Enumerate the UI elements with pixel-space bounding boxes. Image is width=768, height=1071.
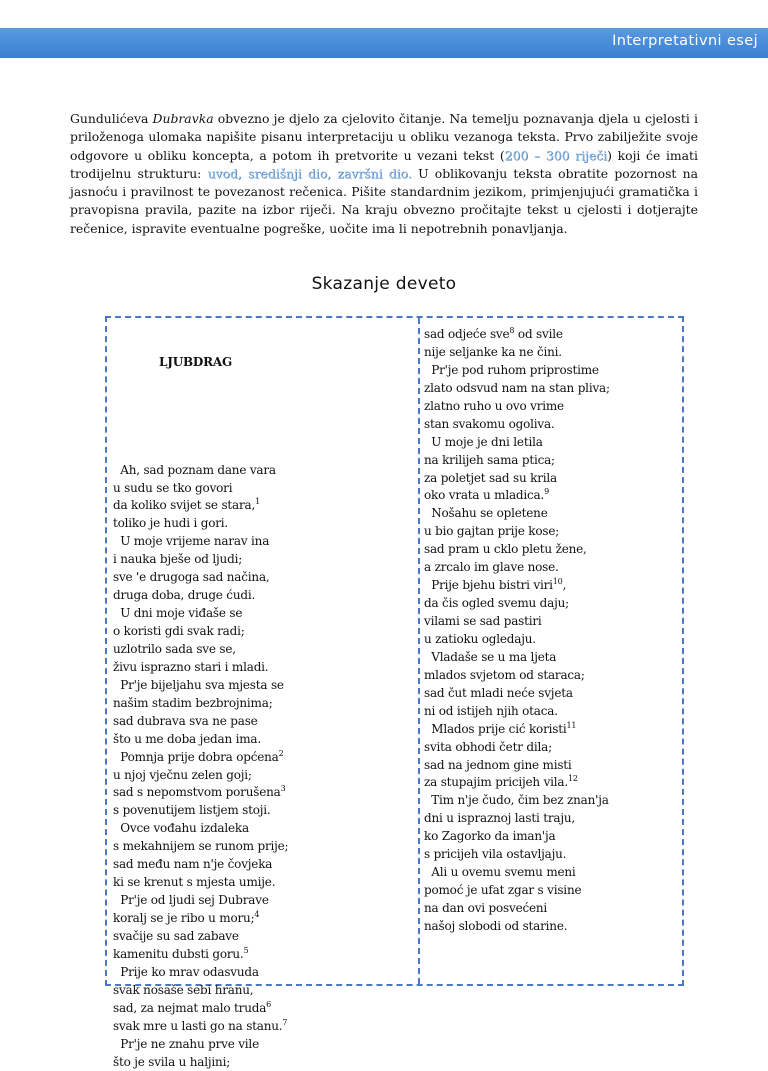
poem-line: ko Zagorko da iman'ja bbox=[424, 829, 556, 844]
poem-line: u njoj vječnu zelen goji; bbox=[113, 767, 252, 782]
poem-line: oko vrata u mladica.$^9$ bbox=[424, 487, 550, 503]
poem-line: U moje vrijeme narav ina bbox=[113, 534, 270, 549]
instructions-paragraph bbox=[70, 110, 698, 238]
poem-line: živu isprazno stari i mladi. bbox=[113, 659, 269, 674]
poem-line: Ovce vođahu izdaleka bbox=[113, 821, 249, 836]
poem-line: Ali u ovemu svemu meni bbox=[424, 865, 576, 880]
footnote-marker: 9 bbox=[544, 487, 550, 497]
footnote-marker: 4 bbox=[254, 910, 260, 920]
footnote-marker: 7 bbox=[282, 1017, 288, 1027]
header-title: Interpretativni esej bbox=[612, 33, 758, 49]
poem-line: o koristi gdi svak radi; bbox=[113, 624, 245, 639]
poem-line: za stupajim pricijeh vila.$^{12}$ bbox=[424, 774, 578, 790]
work-title: Dubravka bbox=[152, 111, 214, 126]
poem-line: Ah, sad poznam dane vara bbox=[113, 462, 276, 477]
poem-line: U moje je dni letila bbox=[424, 434, 543, 449]
footnote-marker: 8 bbox=[509, 326, 515, 335]
footnote-marker: 10 bbox=[552, 577, 563, 587]
footnote-marker: 5 bbox=[243, 945, 249, 955]
poem-line: što je svila u haljini; bbox=[113, 1054, 231, 1069]
footnote-marker: 2 bbox=[278, 748, 284, 758]
header-banner bbox=[0, 28, 768, 58]
poem-line: sad među nam n'je čovjeka bbox=[113, 857, 273, 872]
poem-line: našim stadim bezbrojnima; bbox=[113, 695, 273, 710]
poem-line: stan svakomu ogoliva. bbox=[424, 416, 555, 431]
poem-line: Pr'je pod ruhom priprostime bbox=[424, 362, 599, 377]
poem-line: na dan ovi posvećeni bbox=[424, 901, 548, 915]
word-count-highlight: 200 – 300 riječi bbox=[504, 147, 608, 163]
poem-line: kamenitu dubsti goru.$^5$ bbox=[113, 945, 249, 961]
poem-line: ni od istijeh njih otaca. bbox=[424, 703, 558, 718]
poem-line: svak nosaše sebi hranu, bbox=[113, 982, 254, 997]
poem-line: s povenutijem listjem stoji. bbox=[113, 803, 271, 818]
poem-line: zlatno ruho u ovo vrime bbox=[424, 398, 564, 413]
intro-text-4: U oblikovanju teksta obratite pozornost na jasnoću i pravilnost te povezanost rečenica. Pišite standardnim jezikom, primjenjujući gramatička i pravopisna pravila, pazite na izbor riječi. Na kraju obvezno pročitajte tekst u cjelosti i dotjerajte rečenice, ispravite eventualne pogreške, uočite ima li nepotrebnih ponavljanja. bbox=[70, 165, 698, 236]
poem-line: u zatioku ogledaju. bbox=[424, 631, 536, 646]
poem-line: sad, za nejmat malo truda$^6$ bbox=[113, 999, 272, 1015]
poem-line: da čis ogled svemu daju; bbox=[424, 596, 570, 611]
poem-line: Pr'je bijeljahu sva mjesta se bbox=[113, 677, 284, 692]
intro-text-2: obvezno je djelo za cjelovito čitanje. Na temelju poznavanja djela u cjelosti i priloženoga ulomaka napišite pisanu interpretaciju u obliku vezanoga teksta. Prvo zabilježite svoje odgovore u obliku koncepta, a potom ih pretvorite u vezani tekst ( bbox=[70, 111, 698, 163]
poem-line: u sudu se tko govori bbox=[113, 480, 233, 495]
poem-line: našoj slobodi od starine. bbox=[424, 918, 568, 933]
poem-line: Nošahu se opletene bbox=[424, 506, 548, 521]
poem-line: što u me doba jedan ima. bbox=[113, 731, 262, 746]
poem-line: nije seljanke ka ne čini. bbox=[424, 344, 562, 359]
poem-line: s mekahnijem se runom prije; bbox=[113, 839, 289, 854]
poem-line: za poletjet sad su krila bbox=[424, 470, 557, 485]
poem-line: Mlados prije cić koristi$^{11}$ bbox=[424, 720, 577, 736]
footnote-marker: 1 bbox=[255, 497, 260, 507]
poem-column-right bbox=[424, 326, 610, 936]
column-divider bbox=[418, 318, 420, 984]
poem-box bbox=[105, 316, 684, 1069]
poem-line: toliko je hudi i gori. bbox=[113, 516, 229, 531]
poem-column-left bbox=[113, 318, 288, 1071]
poem-line: Pomnja prije dobra općena$^2$ bbox=[113, 748, 284, 764]
stanza-gap bbox=[113, 408, 288, 426]
structure-highlight: uvod, središnji dio, završni dio. bbox=[207, 165, 412, 181]
poem-line: Vladaše se u ma ljeta bbox=[424, 649, 557, 664]
poem-line: svak mre u lasti go na stanu.$^7$ bbox=[113, 1017, 288, 1033]
poem-line: svačije su sad zabave bbox=[113, 928, 239, 943]
poem-line: sad s nepomstvom porušena$^3$ bbox=[113, 784, 286, 800]
poem-line: Tim n'je čudo, čim bez znan'ja bbox=[424, 793, 609, 808]
poem-line: Pr'je ne znahu prve vile bbox=[113, 1036, 259, 1051]
intro-text-1: Gundulićeva bbox=[70, 111, 153, 126]
poem-line: koralj se je ribo u moru;$^4$ bbox=[113, 910, 260, 926]
footnote-marker: 12 bbox=[568, 774, 578, 784]
poem-line: sad dubrava sva ne pase bbox=[113, 713, 258, 728]
poem-line: i nauka bješe od ljudi; bbox=[113, 552, 243, 567]
poem-line: dni u ispraznoj lasti traju, bbox=[424, 811, 575, 826]
footnote-marker: 3 bbox=[280, 784, 286, 794]
poem-line: pomoć je ufat zgar s visine bbox=[424, 883, 582, 898]
poem-line: svita obhodi četr dila; bbox=[424, 739, 552, 754]
footnote-marker: 11 bbox=[566, 720, 577, 730]
poem-line: vilami se sad pastiri bbox=[424, 614, 542, 628]
poem-line: sad čut mladi neće svjeta bbox=[424, 685, 573, 700]
poem-line: mlados svjetom od staraca; bbox=[424, 667, 585, 682]
poem-line: Prije ko mrav odasvuda bbox=[113, 964, 259, 979]
poem-line: druga doba, druge ćudi. bbox=[113, 588, 256, 603]
poem-line: zlato odsvud nam na stan pliva; bbox=[424, 380, 610, 395]
poem-line: na krilijeh sama ptica; bbox=[424, 452, 555, 467]
poem-line: uzlotrilo sada sve se, bbox=[113, 641, 236, 656]
poem-line: sad odjeće sve$^8$ od svile bbox=[424, 326, 563, 341]
speaker-name: LJUBDRAG bbox=[159, 354, 233, 369]
poem-line: sve 'e drugoga sad načina, bbox=[113, 570, 270, 585]
poem-line: Prije bjehu bistri viri$^{10}$, bbox=[424, 577, 567, 593]
poem-line: u bio gajtan prije kose; bbox=[424, 524, 560, 539]
poem-line: Pr'je od ljudi sej Dubrave bbox=[113, 893, 269, 908]
poem-line: sad pram u cklo pletu žene, bbox=[424, 542, 587, 557]
poem-line: da koliko svijet se stara,$^1$ bbox=[113, 497, 260, 513]
poem-line: U dni moje viđaše se bbox=[113, 606, 243, 621]
poem-title: Skazanje deveto bbox=[311, 274, 457, 294]
footnote-marker: 6 bbox=[266, 999, 272, 1009]
intro-text-3: ) koji će imati trodijelnu strukturu: bbox=[70, 147, 698, 181]
poem-line: a zrcalo im glave nose. bbox=[424, 560, 559, 575]
poem-line: s pricijeh vila ostavljaju. bbox=[424, 847, 567, 862]
poem-line: ki se krenut s mjesta umije. bbox=[113, 875, 276, 890]
poem-line: sad na jednom gine misti bbox=[424, 757, 572, 772]
